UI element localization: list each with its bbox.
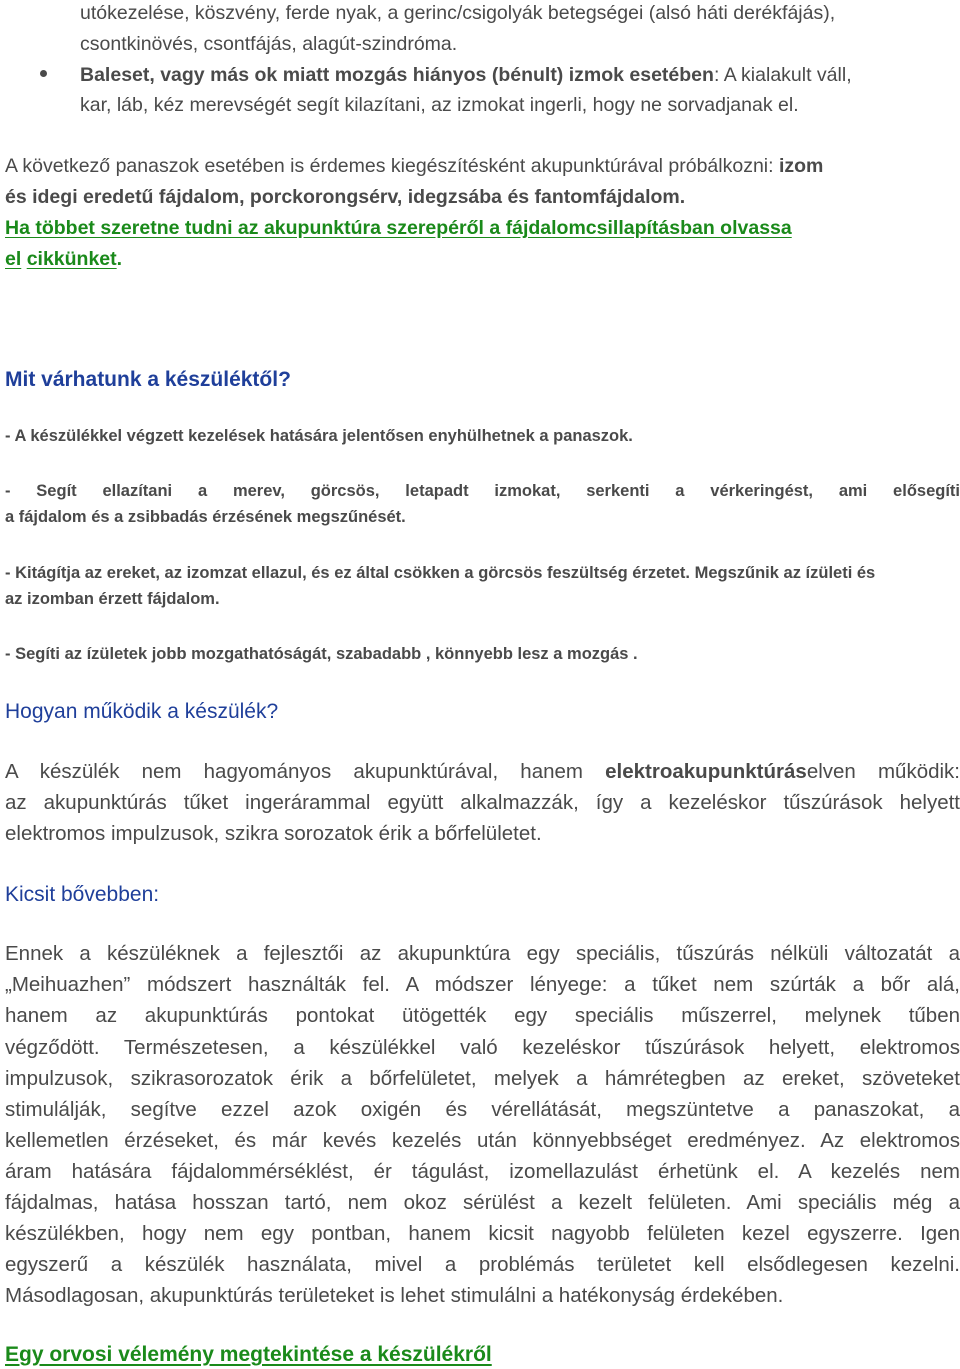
article-link[interactable]: Ha többet szeretne tudni az akupunktúra szerepéről a fájdalomcsillapításban olvassa bbox=[5, 217, 792, 239]
more-line: stimulálják, segítve ezzel azok oxigén és vérellátását, megszüntetve a panaszokat, a bbox=[5, 1098, 960, 1121]
complaints-bold-line: és idegi eredetű fájdalom, porckorongsérv, idegzsába és fantomfájdalom. bbox=[5, 186, 686, 208]
bullet-dot-icon bbox=[40, 70, 47, 77]
doctor-opinion-link[interactable]: Egy orvosi vélemény megtekintése a készülékről bbox=[5, 1343, 492, 1366]
more-line: impulzusok, szikrasorozatok érik a bőrfelületet, melyek a hámrétegben az ereket, szöveteket bbox=[5, 1067, 960, 1090]
more-line: fájdalmas, hatása hosszan tartó, nem okoz sérülést a kezelt felületen. Ami speciális még a bbox=[5, 1191, 960, 1214]
more-line: készülékben, hogy nem egy pontban, hanem kicsit nagyobb felületen kezel egyszerre. Igen bbox=[5, 1222, 960, 1245]
article-link-period: . bbox=[116, 248, 123, 270]
more-line: Ennek a készüléknek a fejlesztői az akupunktúra egy speciális, tűszúrás nélküli változatát a bbox=[5, 942, 960, 965]
expect-item: - A készülékkel végzett kezelések hatására jelentősen enyhülhetnek a panaszok. bbox=[5, 427, 633, 445]
how-line: az akupunktúrás tűket ingerárammal együtt alkalmazzák, így a kezeléskor tűszúrások helyett bbox=[5, 791, 960, 814]
how-line: elektromos impulzusok, szikra sorozatok érik a bőrfelületet. bbox=[5, 822, 542, 845]
more-line: „Meihuazhen” módszert használták fel. A módszer lényege: a tűket nem szúrták a bőr alá, bbox=[5, 973, 960, 996]
more-heading: Kicsit bővebben: bbox=[5, 883, 160, 906]
expect-item-cont: a fájdalom és a zsibbadás érzésének megszűnését. bbox=[5, 508, 406, 526]
more-line: egyszerű a készülék használata, mivel a problémás területet kell elsődlegesen kezelni. bbox=[5, 1253, 960, 1276]
expect-item: - Kitágítja az ereket, az izomzat ellazul, és ez által csökken a görcsös feszültség érzetet. Megszűnik az ízületi és bbox=[5, 564, 876, 582]
expect-item: - Segíti az ízületek jobb mozgathatóságát, szabadabb , könnyebb lesz a mozgás . bbox=[5, 645, 638, 663]
bullet-continuation-line: utókezelése, köszvény, ferde nyak, a gerinc/csigolyák betegségei (alsó háti derékfájás), bbox=[80, 2, 836, 24]
bullet-text: : A kialakult váll, bbox=[713, 64, 852, 86]
expect-item-cont: az izomban érzett fájdalom. bbox=[5, 590, 220, 608]
bullet-bold-text: Baleset, vagy más ok miatt mozgás hiányos (bénult) izmok esetében bbox=[80, 64, 714, 86]
bullet-continuation-line: csontkinövés, csontfájás, alagút-szindróma. bbox=[80, 33, 458, 55]
more-line: hanem az akupunktúrás pontokat ütögették egy speciális műszerrel, melynek tűben bbox=[5, 1004, 960, 1027]
complaints-paragraph bbox=[5, 157, 823, 177]
article-link-cont[interactable] bbox=[5, 250, 122, 270]
how-line bbox=[5, 762, 960, 783]
more-line: végződött. Természetesen, a készülékkel való kezeléskor tűszúrások helyett, elektromos bbox=[5, 1036, 960, 1059]
article-link-el[interactable]: el bbox=[5, 248, 22, 270]
complaints-bold: izom bbox=[778, 155, 824, 177]
how-text: A készülék nem hagyományos akupunktúrával, hanem bbox=[5, 760, 606, 783]
how-text: elven működik: bbox=[806, 760, 960, 783]
expect-heading: Mit várhatunk a készüléktől? bbox=[5, 368, 291, 391]
complaints-text: A következő panaszok esetében is érdemes kiegészítésként akupunktúrával próbálkozni: bbox=[5, 155, 779, 177]
how-bold: elektroakupunktúrás bbox=[605, 760, 807, 783]
more-line: kellemetlen érzéseket, és már kevés kezelés után könnyebbséget eredményez. Az elektromos bbox=[5, 1129, 960, 1152]
how-heading: Hogyan működik a készülék? bbox=[5, 700, 279, 723]
article-link-cikk[interactable]: cikkünket bbox=[26, 248, 117, 270]
expect-item: - Segít ellazítani a merev, görcsös, letapadt izmokat, serkenti a vérkeringést, ami elősegíti bbox=[5, 482, 960, 500]
more-line: Másodlagosan, akupunktúrás területeket is lehet stimulálni a hatékonyság érdekében. bbox=[5, 1284, 784, 1307]
bullet-item-accident bbox=[80, 66, 852, 86]
bullet-item-line: kar, láb, kéz merevségét segít kilazítani, az izmokat ingerli, hogy ne sorvadjanak el. bbox=[80, 94, 799, 116]
more-line: áram hatására fájdalommérséklést, ér tágulást, izomellazulást érhetünk el. A kezelés nem bbox=[5, 1160, 960, 1183]
